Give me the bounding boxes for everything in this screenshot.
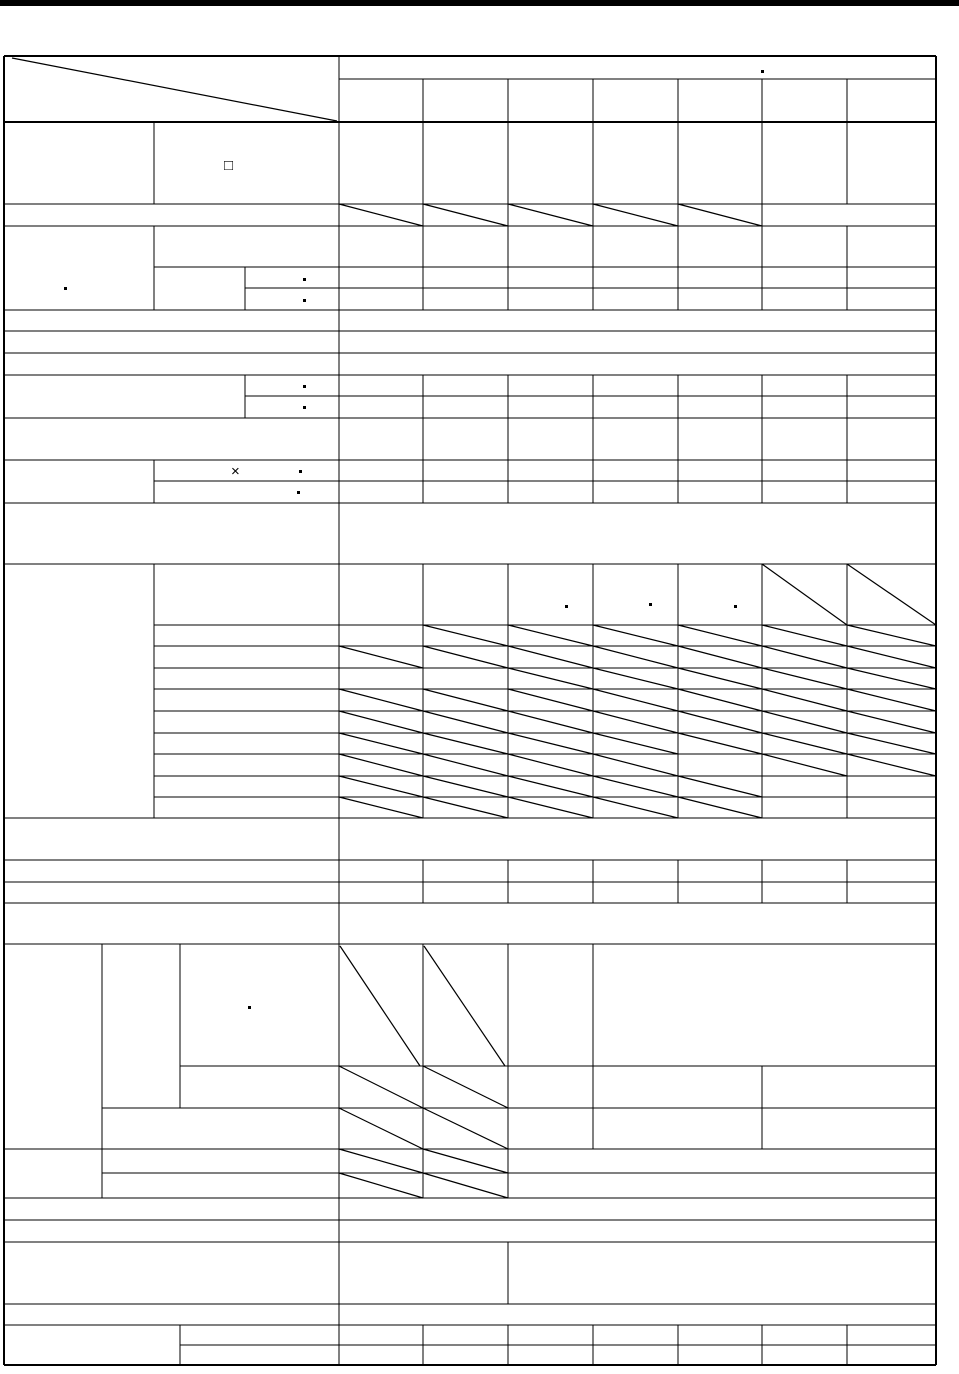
not-applicable-diagonal — [508, 668, 593, 689]
not-applicable-diagonal — [508, 646, 593, 668]
not-applicable-diagonal — [508, 776, 593, 797]
not-applicable-diagonal — [593, 711, 678, 733]
not-applicable-diagonal — [339, 1066, 423, 1108]
not-applicable-diagonal — [423, 646, 508, 668]
not-applicable-diagonal — [593, 776, 678, 797]
not-applicable-diagonal — [762, 733, 847, 754]
not-applicable-diagonal — [339, 733, 423, 754]
not-applicable-diagonal — [678, 204, 762, 226]
not-applicable-diagonal — [339, 204, 423, 226]
not-applicable-diagonal — [339, 711, 423, 733]
not-applicable-diagonal — [339, 1173, 423, 1198]
not-applicable-diagonal — [508, 625, 593, 646]
not-applicable-diagonal — [423, 1066, 508, 1108]
not-applicable-diagonal — [423, 204, 508, 226]
not-applicable-diagonal — [508, 733, 593, 754]
not-applicable-diagonal — [339, 689, 423, 711]
not-applicable-diagonal — [678, 711, 762, 733]
not-applicable-diagonal — [678, 689, 762, 711]
decimal-point-mark — [299, 470, 302, 473]
not-applicable-diagonal — [593, 625, 678, 646]
not-applicable-diagonal — [423, 711, 508, 733]
decimal-point-mark — [649, 603, 652, 606]
decimal-point-mark — [565, 605, 568, 608]
not-applicable-diagonal — [339, 797, 423, 818]
not-applicable-diagonal — [593, 733, 678, 754]
not-applicable-diagonal — [847, 711, 936, 733]
not-applicable-diagonal — [423, 689, 508, 711]
not-applicable-diagonal — [847, 625, 936, 646]
not-applicable-diagonal — [423, 625, 508, 646]
not-applicable-diagonal — [593, 646, 678, 668]
not-applicable-diagonal — [339, 754, 423, 776]
not-applicable-diagonal — [423, 1108, 508, 1149]
not-applicable-diagonal — [847, 754, 936, 776]
not-applicable-diagonal — [339, 1108, 423, 1149]
not-applicable-diagonal — [593, 668, 678, 689]
not-applicable-diagonal — [762, 625, 847, 646]
not-applicable-diagonal — [762, 754, 847, 776]
not-applicable-diagonal — [678, 797, 762, 818]
checkbox-symbol: □ — [224, 157, 234, 174]
not-applicable-diagonal — [508, 204, 593, 226]
decimal-point-mark — [734, 605, 737, 608]
not-applicable-diagonal — [762, 711, 847, 733]
not-applicable-diagonal — [847, 689, 936, 711]
not-applicable-diagonal — [423, 1173, 508, 1198]
header-rule — [0, 0, 959, 6]
not-applicable-diagonal — [340, 946, 420, 1066]
not-applicable-diagonal — [847, 646, 936, 668]
not-applicable-diagonal — [12, 58, 337, 121]
not-applicable-diagonal — [423, 754, 508, 776]
not-applicable-diagonal — [508, 754, 593, 776]
not-applicable-diagonal — [339, 1149, 423, 1173]
multiply-symbol: × — [231, 463, 240, 480]
decimal-point-mark — [303, 299, 306, 302]
not-applicable-diagonal — [339, 646, 423, 668]
not-applicable-diagonal — [423, 776, 508, 797]
decimal-point-mark — [303, 406, 306, 409]
not-applicable-diagonal — [423, 733, 508, 754]
decimal-point-mark — [297, 491, 300, 494]
not-applicable-diagonal — [678, 625, 762, 646]
not-applicable-diagonal — [593, 204, 678, 226]
not-applicable-diagonal — [423, 797, 508, 818]
not-applicable-diagonal — [847, 564, 936, 625]
not-applicable-diagonal — [678, 646, 762, 668]
decimal-point-mark — [761, 70, 764, 73]
not-applicable-diagonal — [678, 733, 762, 754]
not-applicable-diagonal — [593, 797, 678, 818]
not-applicable-diagonal — [678, 776, 762, 797]
not-applicable-diagonal — [508, 711, 593, 733]
not-applicable-diagonal — [339, 776, 423, 797]
not-applicable-diagonal — [593, 689, 678, 711]
not-applicable-diagonal — [762, 689, 847, 711]
not-applicable-diagonal — [593, 754, 678, 776]
not-applicable-diagonal — [847, 668, 936, 689]
not-applicable-diagonal — [762, 668, 847, 689]
not-applicable-diagonal — [847, 733, 936, 754]
not-applicable-diagonal — [762, 646, 847, 668]
not-applicable-diagonal — [423, 1149, 508, 1173]
decimal-point-mark — [303, 385, 306, 388]
decimal-point-mark — [303, 278, 306, 281]
not-applicable-diagonal — [508, 797, 593, 818]
not-applicable-diagonal — [762, 564, 847, 625]
decimal-point-mark — [248, 1006, 251, 1009]
not-applicable-diagonal — [424, 946, 505, 1066]
not-applicable-diagonal — [678, 668, 762, 689]
decimal-point-mark — [64, 287, 67, 290]
not-applicable-diagonal — [508, 689, 593, 711]
